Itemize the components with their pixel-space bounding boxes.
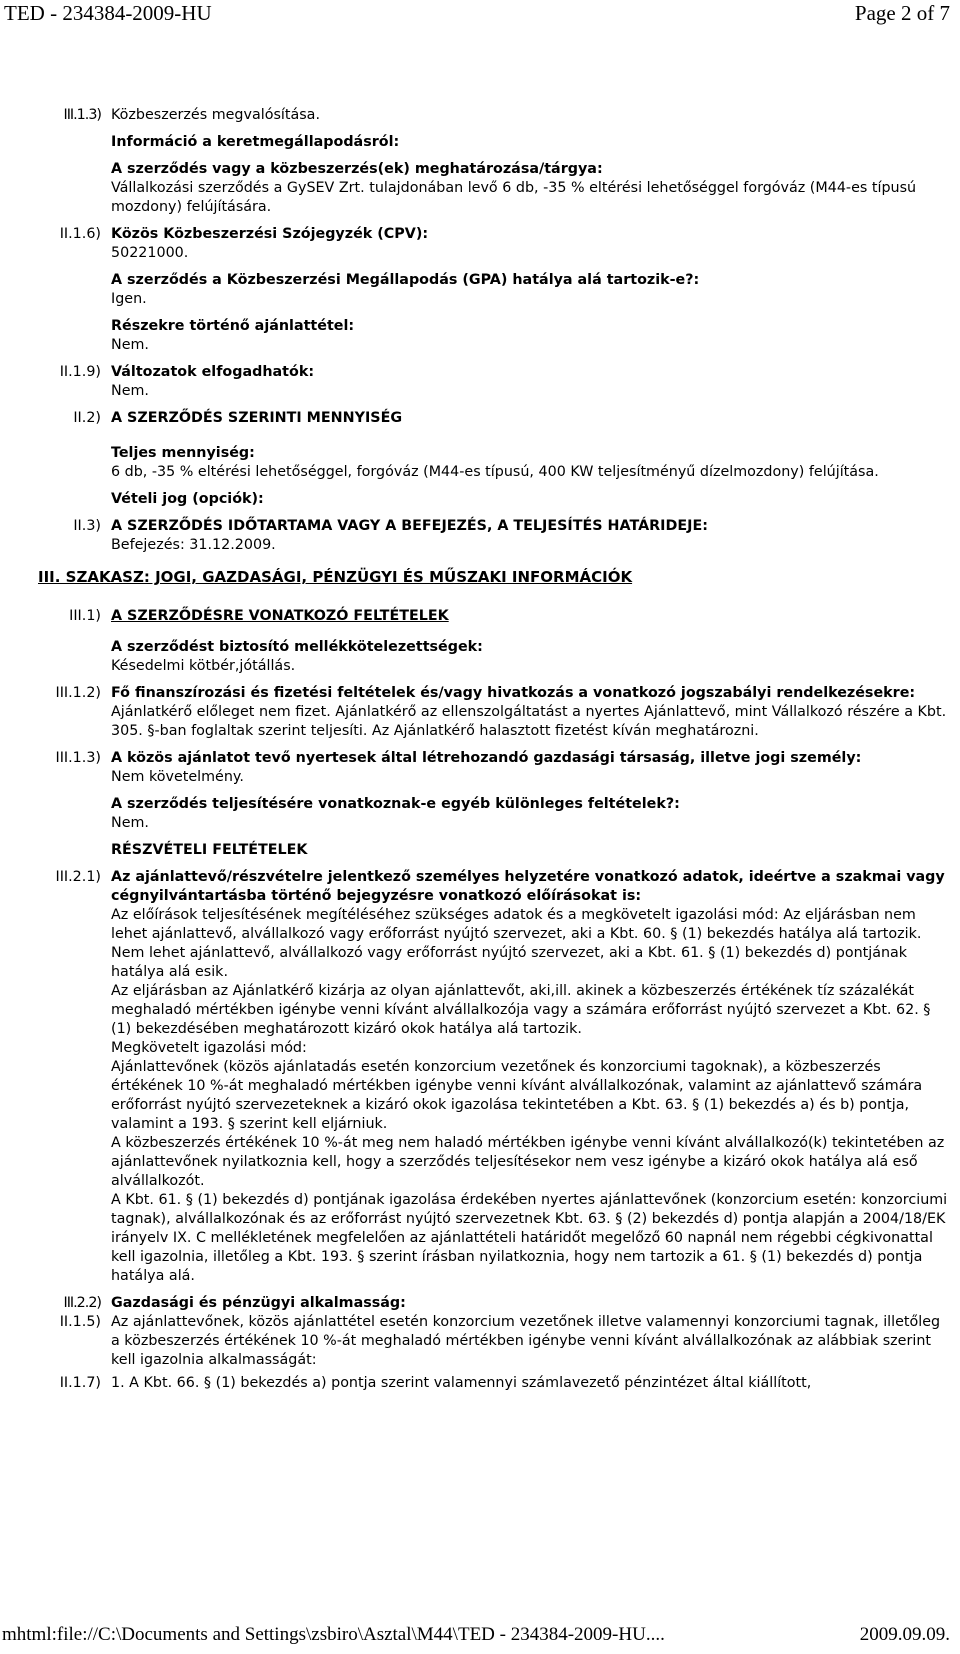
section-item <box>0 795 960 833</box>
paragraph: Nem lehet ajánlattevő, alvállalkozó vagy erőforrást nyújtó szervezet, aki a Kbt. 61. § (1) bekezdés d) pontjának hatálya alá esik. <box>111 945 908 980</box>
paragraph: Az előírások teljesítésének megítéléséhez szükséges adatok és a megkövetelt igazolási mód: Az eljárásban nem lehet ajánlattevő, alvállalkozó vagy erőforrást nyújtó szervezet, aki a Kbt. 60. § (1) bekezdés hatálya alá tartozik. <box>111 907 922 942</box>
section-title: Teljes mennyiség: <box>111 445 255 461</box>
section-title: A SZERZŐDÉS SZERINTI MENNYISÉG <box>111 410 403 426</box>
section-item <box>0 409 960 428</box>
section-item <box>0 841 960 860</box>
section-title: Változatok elfogadhatók: <box>111 364 315 380</box>
page-header <box>0 0 960 30</box>
section-title: Részekre történő ajánlattétel: <box>111 318 355 334</box>
print-date: 2009.09.09. <box>859 1624 950 1645</box>
section-number: III.2.1) <box>55 869 101 885</box>
section-title: Közös Közbeszerzési Szójegyzék (CPV): <box>111 226 429 242</box>
section-text: 6 db, -35 % eltérési lehetőséggel, forgóváz (M44-es típusú, 400 KW teljesítményű dízelmozdony) felújítása. <box>111 464 879 480</box>
section-title: A szerződés teljesítésére vonatkoznak-e egyéb különleges feltételek?: <box>111 796 680 812</box>
section-item <box>0 225 960 263</box>
section-text: 50221000. <box>111 245 189 261</box>
section-item <box>0 271 960 309</box>
section-text: Nem követelmény. <box>111 769 244 785</box>
section-title: Információ a keretmegállapodásról: <box>111 134 400 150</box>
section-item <box>0 1313 960 1370</box>
section-title: Vételi jog (opciók): <box>111 491 264 507</box>
section-item <box>0 317 960 355</box>
section-number: II.1.7) <box>59 1375 101 1391</box>
section-item <box>0 684 960 741</box>
page-footer <box>0 1622 960 1654</box>
paragraph: A Kbt. 61. § (1) bekezdés d) pontjának igazolása érdekében nyertes ajánlattevőnek (konzorcium esetén: konzorciumi tagnak), alvállalkozónak és az erőforrást nyújtó szervezetnek Kbt. 63. § (2) bekezdés d) pontja alapján a 2004/18/EK irányelv IX. C mellékletének megfelelően az ajánlattételi határidőt megelőző 60 napnál nem régebbi cégkivonattal kell igazolnia, illetőleg a Kbt. 193. § szerint írásban nyilatkoznia, hogy nem tartozik a 61. § (1) bekezdés d) pontja hatálya alá. <box>111 1192 948 1284</box>
section-item <box>0 106 960 125</box>
section-title: A SZERZŐDÉS IDŐTARTAMA VAGY A BEFEJEZÉS, A TELJESÍTÉS HATÁRIDEJE: <box>111 518 708 534</box>
section-number: II.2) <box>73 410 101 426</box>
document-id: TED - 234384-2009-HU <box>4 1 212 25</box>
section-item <box>0 490 960 509</box>
section-title: A szerződés vagy a közbeszerzés(ek) meghatározása/tárgya: <box>111 161 603 177</box>
section-text: Nem. <box>111 383 149 399</box>
section-number: II.1.5) <box>59 1314 101 1330</box>
section-title: Az ajánlattevő/részvételre jelentkező személyes helyzetére vonatkozó adatok, ideértve a szakmai vagy cégnyilvántartásba történő bejegyzésre vonatkozó előírásokat is: <box>111 869 945 904</box>
section-item <box>0 868 960 1286</box>
section-item <box>0 133 960 152</box>
section-item <box>0 160 960 217</box>
section-number: III.1.3) <box>63 107 101 123</box>
section-title: Gazdasági és pénzügyi alkalmasság: <box>111 1295 406 1311</box>
section-title: A szerződés a Közbeszerzési Megállapodás (GPA) hatálya alá tartozik-e?: <box>111 272 700 288</box>
section-item <box>0 444 960 482</box>
section-number: III.1) <box>69 608 101 624</box>
section-item <box>0 363 960 401</box>
section-item <box>0 638 960 676</box>
section-item <box>0 517 960 555</box>
section-title: A SZERZŐDÉSRE VONATKOZÓ FELTÉTELEK <box>111 608 449 624</box>
section-item <box>0 607 960 626</box>
file-path: mhtml:file://C:\Documents and Settings\zsbiro\Asztal\M44\TED - 234384-2009-HU.... <box>2 1624 665 1645</box>
section-number: II.1.9) <box>59 364 101 380</box>
page-number: Page 2 of 7 <box>854 1 950 25</box>
section-number: III.1.3) <box>55 750 101 766</box>
section-title: Fő finanszírozási és fizetési feltételek és/vagy hivatkozás a vonatkozó jogszabályi rendelkezésekre: <box>111 685 916 701</box>
section-text: Az ajánlattevőnek, közös ajánlattétel esetén konzorcium vezetőnek illetve valamennyi konzorciumi tagnak, illetőleg a közbeszerzés értékének 10 %-át meghaladó mértékben igénybe venni kívánt alvállalkozónak az alábbiak szerint kell igazolnia alkalmasságát: <box>111 1314 941 1368</box>
section-text: Nem. <box>111 337 149 353</box>
section-heading: III. SZAKASZ: JOGI, GAZDASÁGI, PÉNZÜGYI ÉS MŰSZAKI INFORMÁCIÓK <box>38 568 633 586</box>
section-text: Vállalkozási szerződés a GySEV Zrt. tulajdonában levő 6 db, -35 % eltérési lehetőséggel forgóváz (M44-es típusú mozdony) felújítására. <box>111 180 917 215</box>
section-number: III.1.2) <box>55 685 101 701</box>
section-number: II.1.6) <box>59 226 101 242</box>
paragraph: Ajánlattevőnek (közös ajánlatadás esetén konzorcium vezetőnek és konzorciumi tagoknak), a közbeszerzés értékének 10 %-át meghaladó mértékben igénybe venni kívánt alvállalkozónak, valamint az ajánlattevő számára erőforrást nyújtó szervezeteknek a kizáró okok igazolása tekintetében a Kbt. 63. § (1) bekezdés a) és b) pontja, valamint a 193. § szerint kell eljárniuk. <box>111 1059 923 1132</box>
section-title: A közös ajánlatot tevő nyertesek által létrehozandó gazdasági társaság, illetve jogi személy: <box>111 750 862 766</box>
section-text: Ajánlatkérő előleget nem fizet. Ajánlatkérő az ellenszolgáltatást a nyertes Ajánlattevő, mint Vállalkozó részére a Kbt. 305. §-ban foglaltak szerint teljesíti. Az Ajánlatkérő halasztott fizetést kíván meghatározni. <box>111 704 947 739</box>
paragraph: A közbeszerzés értékének 10 %-át meg nem haladó mértékben igénybe venni kívánt alvállalkozó(k) tekintetében az ajánlattevőnek nyilatkoznia kell, hogy a szerződés teljesítésekor nem vesz igénybe a kizáró okok hatálya alá eső alvállalkozót. <box>111 1135 945 1189</box>
paragraph: Az eljárásban az Ajánlatkérő kizárja az olyan ajánlattevőt, aki,ill. akinek a közbeszerzés értékének tíz százalékát meghaladó mértékben igénybe venni kívánt alvállalkozója vagy a számára erőforrást nyújtó szervezet a Kbt. 62. § (1) bekezdésében meghatározott kizáró okok hatálya alá tartozik. <box>111 983 931 1037</box>
section-text: Késedelmi kötbér,jótállás. <box>111 658 296 674</box>
section-number: II.3) <box>73 518 101 534</box>
section-text: Közbeszerzés megvalósítása. <box>111 107 320 123</box>
paragraph: Megkövetelt igazolási mód: <box>111 1040 307 1056</box>
section-item <box>0 1374 960 1393</box>
section-title: RÉSZVÉTELI FELTÉTELEK <box>111 842 308 858</box>
section-title: A szerződést biztosító mellékkötelezettségek: <box>111 639 483 655</box>
section-text: Befejezés: 31.12.2009. <box>111 537 276 553</box>
section-item <box>0 1294 960 1313</box>
section-number: III.2.2) <box>63 1295 101 1311</box>
section-text: 1. A Kbt. 66. § (1) bekezdés a) pontja szerint valamennyi számlavezető pénzintézet által kiállított, <box>111 1375 812 1391</box>
document-body <box>0 106 960 1393</box>
section-text: Nem. <box>111 815 149 831</box>
section-item <box>0 749 960 787</box>
section-text: Igen. <box>111 291 147 307</box>
